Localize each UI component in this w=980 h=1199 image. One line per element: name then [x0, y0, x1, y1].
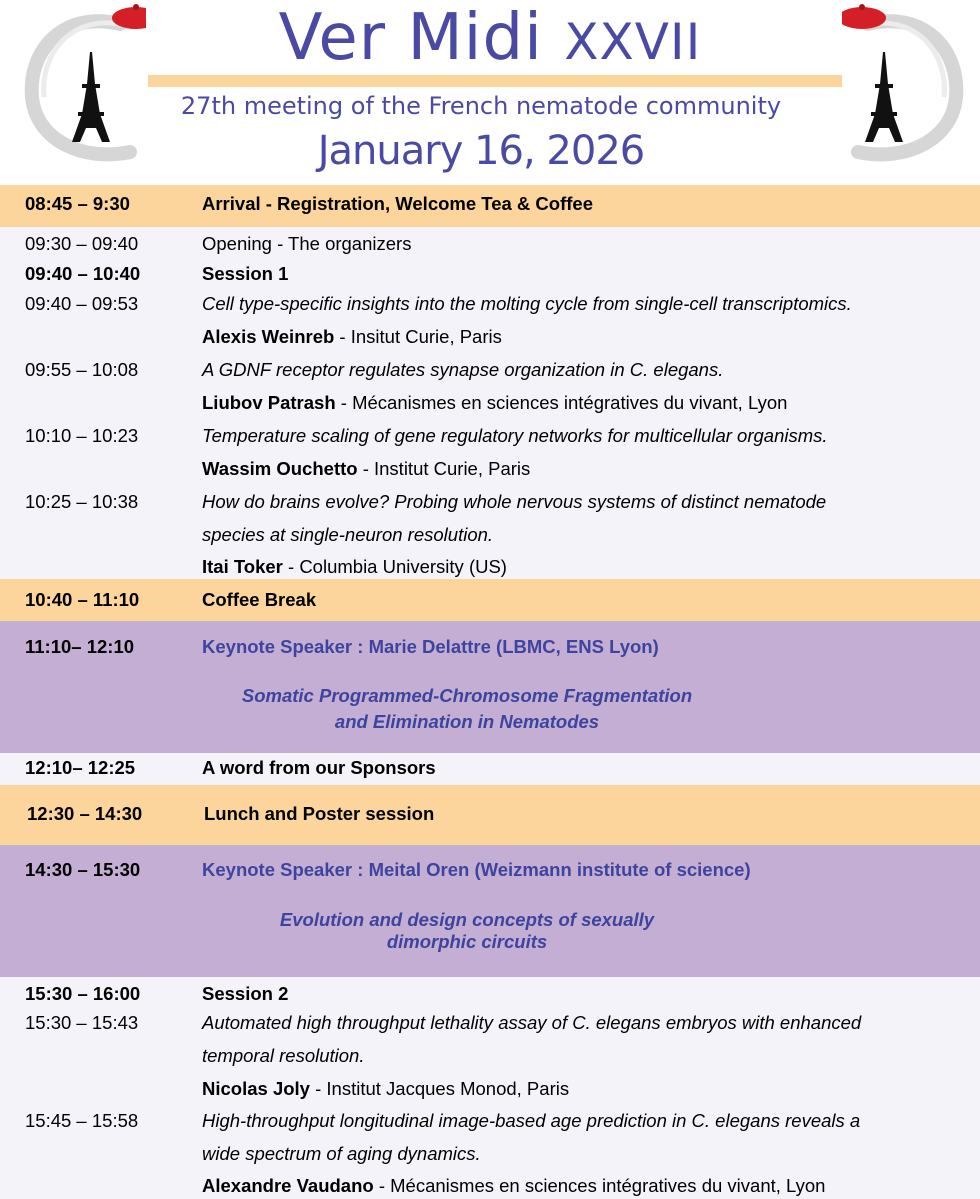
talk-time: 15:30 – 15:43	[25, 1012, 139, 1033]
talk-speaker-line	[202, 391, 787, 415]
lunch-band	[0, 785, 980, 845]
keynote1-time: 11:10– 12:10	[25, 636, 135, 657]
talk-time: 09:55 – 10:08	[25, 359, 139, 380]
speaker-name: Alexis Weinreb	[202, 326, 335, 347]
coffee-band	[0, 579, 980, 621]
talk-title-cont: temporal resolution.	[202, 1045, 365, 1066]
lunch-label: Lunch and Poster session	[204, 803, 435, 824]
talk-time: 15:45 – 15:58	[25, 1110, 139, 1131]
talk-speaker-line	[202, 1174, 825, 1198]
speaker-name: Alexandre Vaudano	[202, 1175, 374, 1196]
keynote2-label: Keynote Speaker : Meital Oren (Weizmann institute of science)	[202, 859, 751, 880]
sponsors-time: 12:10– 12:25	[25, 757, 136, 778]
speaker-name: Nicolas Joly	[202, 1078, 310, 1099]
speaker-affiliation: - Insitut Curie, Paris	[334, 326, 502, 347]
talk-title-cont: species at single-neuron resolution.	[202, 524, 494, 545]
session2-time: 15:30 – 16:00	[25, 983, 141, 1004]
sponsors-label: A word from our Sponsors	[202, 757, 436, 778]
subtitle: 27th meeting of the French nematode community	[180, 92, 782, 120]
arrival-label: Arrival - Registration, Welcome Tea & Coffee	[202, 193, 593, 214]
session1-label: Session 1	[202, 263, 289, 284]
talk-title: Cell type-specific insights into the molting cycle from single-cell transcriptomics.	[202, 293, 852, 314]
talk-title: Automated high throughput lethality assay of C. elegans embryos with enhanced	[202, 1012, 862, 1033]
event-date: January 16, 2026	[317, 128, 645, 174]
speaker-affiliation: - Mécanismes en sciences intégratives du vivant, Lyon	[335, 392, 788, 413]
title-underline	[148, 75, 842, 87]
speaker-affiliation: - Institut Curie, Paris	[357, 458, 531, 479]
talk-title-cont: wide spectrum of aging dynamics.	[202, 1143, 481, 1164]
lunch-time: 12:30 – 14:30	[27, 803, 143, 824]
speaker-name: Itai Toker	[202, 556, 283, 577]
coffee-label: Coffee Break	[202, 589, 317, 610]
keynote2-title-cont: dimorphic circuits	[386, 931, 548, 952]
speaker-affiliation: - Mécanismes en sciences intégratives du vivant, Lyon	[373, 1175, 826, 1196]
opening-time: 09:30 – 09:40	[25, 233, 139, 254]
talk-title: Temperature scaling of gene regulatory networks for multicellular organisms.	[202, 425, 828, 446]
talk-speaker-line	[202, 1077, 569, 1101]
keynote2-time: 14:30 – 15:30	[25, 859, 141, 880]
speaker-affiliation: - Institut Jacques Monod, Paris	[309, 1078, 570, 1099]
keynote1-title: Somatic Programmed-Chromosome Fragmentation	[241, 685, 693, 706]
sponsors-band	[0, 753, 980, 785]
talk-title: How do brains evolve? Probing whole nervous systems of distinct nematode	[202, 491, 827, 512]
page-title: Ver Midi XXVII	[278, 1, 702, 75]
opening-label: Opening - The organizers	[202, 233, 412, 254]
speaker-name: Liubov Patrash	[202, 392, 336, 413]
talk-title: High-throughput longitudinal image-based age prediction in C. elegans reveals a	[202, 1110, 861, 1131]
speaker-affiliation: - Columbia University (US)	[282, 556, 507, 577]
talk-speaker-line	[202, 457, 530, 481]
talk-time: 09:40 – 09:53	[25, 293, 139, 314]
keynote2-title: Evolution and design concepts of sexually	[279, 909, 655, 930]
session2-label: Session 2	[202, 983, 289, 1004]
header	[0, 0, 980, 185]
keynote1-label: Keynote Speaker : Marie Delattre (LBMC, ENS Lyon)	[202, 636, 659, 657]
talk-time: 10:10 – 10:23	[25, 425, 139, 446]
arrival-time: 08:45 – 9:30	[25, 193, 130, 214]
talk-time: 10:25 – 10:38	[25, 491, 139, 512]
coffee-time: 10:40 – 11:10	[25, 589, 140, 610]
talk-title: A GDNF receptor regulates synapse organization in C. elegans.	[202, 359, 724, 380]
talk-speaker-line	[202, 555, 507, 579]
talk-speaker-line	[202, 325, 502, 349]
keynote1-title-cont: and Elimination in Nematodes	[334, 711, 600, 732]
speaker-name: Wassim Ouchetto	[202, 458, 358, 479]
session1-time: 09:40 – 10:40	[25, 263, 141, 284]
